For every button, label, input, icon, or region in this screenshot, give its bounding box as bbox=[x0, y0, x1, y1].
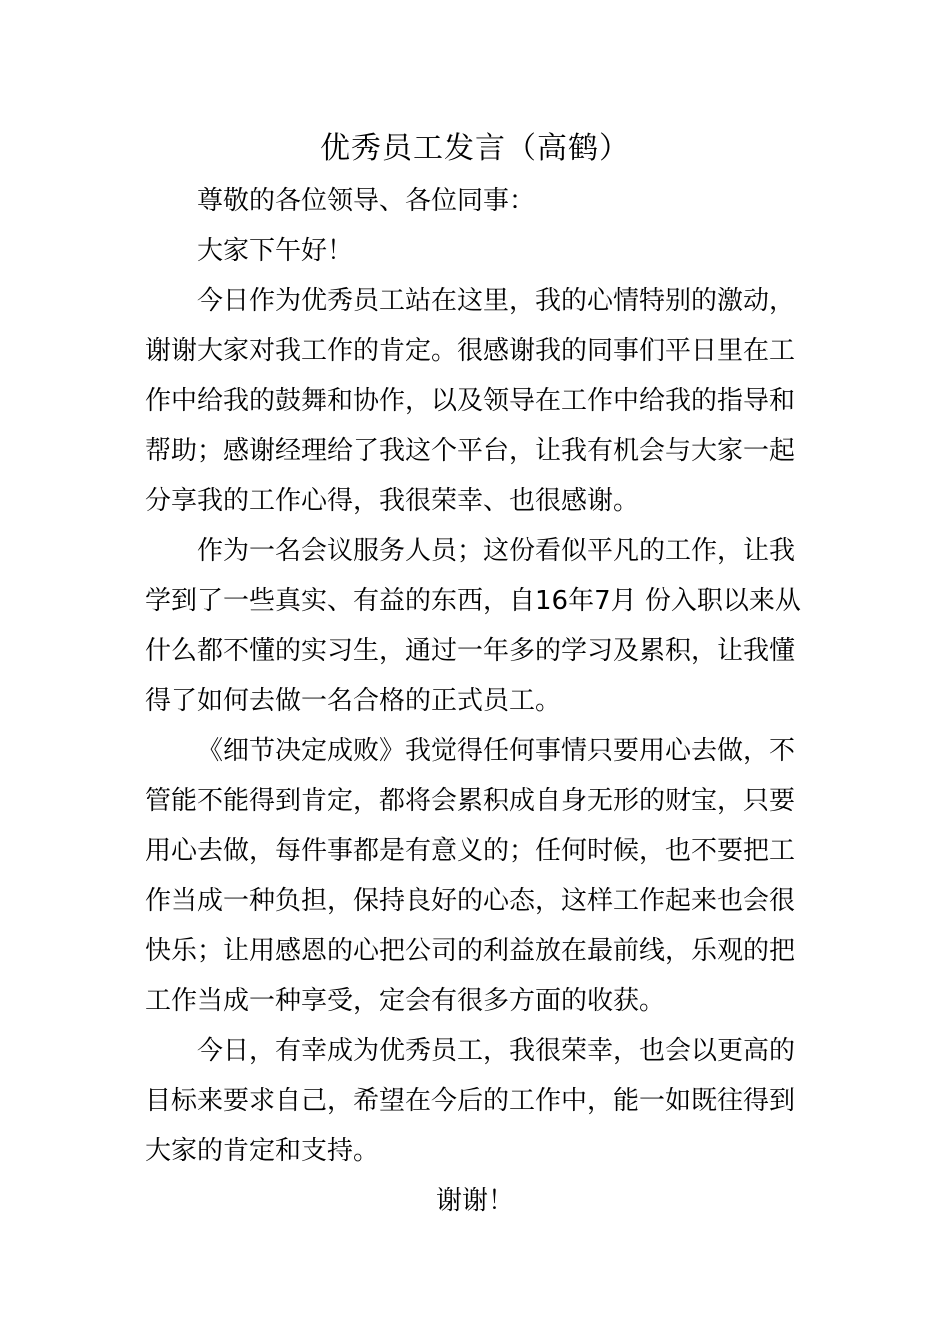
salutation: 尊敬的各位领导、各位同事： bbox=[197, 186, 536, 216]
document-body bbox=[145, 176, 805, 1226]
paragraph-4: 今日，有幸成为优秀员工，我很荣幸，也会以更高的目标来要求自己，希望在今后的工作中，能一如既往得到大家的肯定和支持。 bbox=[145, 1036, 796, 1166]
greeting: 大家下午好！ bbox=[197, 236, 354, 266]
paragraph-3: 《细节决定成败》我觉得任何事情只要用心去做，不管能不能得到肯定，都将会累积成自身无形的财宝，只要用心去做，每件事都是有意义的；任何时候，也不要把工作当成一种负担，保持良好的心态，这样工作起来也会很快乐；让用感恩的心把公司的利益放在最前线，乐观的把工作当成一种享受，定会有很多方面的收获。 bbox=[145, 736, 796, 1016]
closing-thanks: 谢谢！ bbox=[435, 1186, 514, 1216]
paragraph-1: 今日作为优秀员工站在这里，我的心情特别的激动，谢谢大家对我工作的肯定。很感谢我的同事们平日里在工作中给我的鼓舞和协作，以及领导在工作中给我的指导和帮助；感谢经理给了我这个平台，让我有机会与大家一起分享我的工作心得，我很荣幸、也很感谢。 bbox=[145, 286, 796, 516]
document-title: 优秀员工发言（高鹤） bbox=[320, 131, 630, 166]
paragraph-2: 作为一名会议服务人员；这份看似平凡的工作，让我学到了一些真实、有益的东西，自16年7月 份入职以来从什么都不懂的实习生，通过一年多的学习及累积，让我懂得了如何去做一名合格的正式员工。 bbox=[145, 536, 801, 716]
